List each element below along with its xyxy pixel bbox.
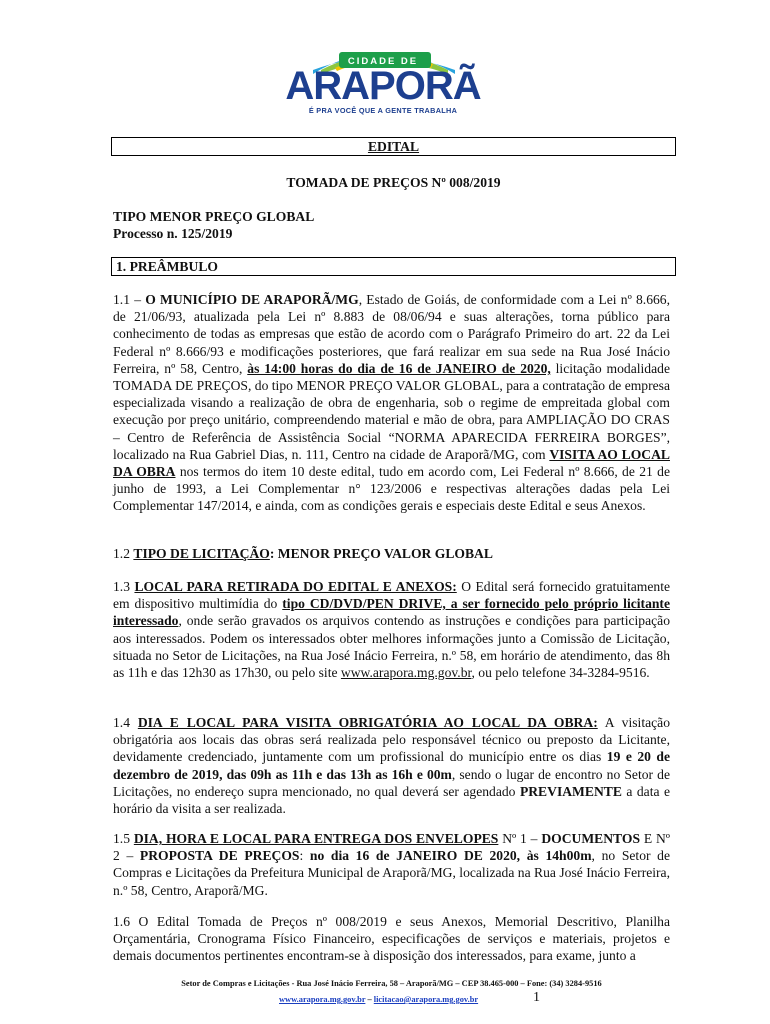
paragraph-1-3: 1.3 LOCAL PARA RETIRADA DO EDITAL E ANEXOS: O Edital será fornecido gratuitamente em dispositivo multimídia do tipo CD/DVD/PEN DRIVE, a ser fornecido pelo próprio licitante interessado, onde serão gravados os arquivos contendo as instruções e condições para participação aos interessados. Podem os interessados obter melhores informações junto a Comissão de Licitação, situada no Setor de Licitações, na Rua José Inácio Ferreira, n.º 58, em horário de atendimento, das 8h as 11h e das 12h30 as 17h30, ou pelo site www.arapora.mg.gov.br, ou pelo telefone 34-3284-9516. [113, 579, 671, 681]
entrega-date: no dia 16 de JANEIRO DE 2020, às 14h00m [309, 848, 592, 864]
preambulo-heading: 1. PREÂMBULO [111, 257, 676, 276]
paragraph-1-4: 1.4 DIA E LOCAL PARA VISITA OBRIGATÓRIA AO LOCAL DA OBRA: A visitação obrigatória aos locais das obras será realizada pelo responsável técnico ou preposto da Licitante, devidamente credenciado, juntamente com um profissional do município entre os dias 19 e 20 de dezembro de 2019, das 09h as 11h e das 13h as 16h e 00m, sendo o lugar de encontro no Setor de Licitações, no endereço supra mencionado, no qual deverá ser agendado PREVIAMENTE a data e horário da visita a ser realizada. [113, 715, 670, 817]
visita-obrigatoria-label: DIA E LOCAL PARA VISITA OBRIGATÓRIA AO LOCAL DA OBRA: [137, 715, 598, 730]
midia-tipo: tipo CD/DVD/PEN DRIVE, a ser fornecido pelo próprio licitante interessado [113, 596, 670, 629]
logo-main-text: ARAPORÃ [285, 64, 481, 108]
session-date: às 14:00 horas do dia de 16 de JANEIRO de 2020, [247, 360, 551, 376]
footer-links: www.arapora.mg.gov.br – licitacao@arapora.mg.gov.br [279, 995, 479, 1004]
footer-address: Setor de Compras e Licitações - Rua José Inácio Ferreira, 58 – Araporã/MG – CEP 38.465-000 – Fone: (34) 3284-9516 [181, 979, 602, 988]
tomada-title: TOMADA DE PREÇOS Nº 008/2019 [286, 175, 501, 190]
logo-top-text: CIDADE DE [347, 56, 419, 67]
city-logo [283, 40, 483, 118]
visita-dates: 19 e 20 de dezembro de 2019, das 09h as 11h e das 13h as 16h e 00m [113, 749, 670, 782]
edital-title: EDITAL [367, 139, 420, 154]
local-retirada-label: LOCAL PARA RETIRADA DO EDITAL E ANEXOS: [134, 579, 457, 594]
tipo-block [113, 208, 314, 242]
site-link[interactable]: www.arapora.mg.gov.br [340, 665, 472, 681]
visita-label: VISITA AO LOCAL DA OBRA [113, 446, 670, 480]
paragraph-1-2: 1.2 TIPO DE LICITAÇÃO: MENOR PREÇO VALOR GLOBAL [113, 546, 493, 561]
footer-site-link[interactable]: www.arapora.mg.gov.br [279, 995, 366, 1004]
edital-title-box [111, 137, 676, 156]
footer-email-link[interactable]: licitacao@arapora.mg.gov.br [373, 995, 479, 1004]
page-number: 1 [533, 990, 540, 1005]
processo-line: Processo n. 125/2019 [113, 226, 233, 241]
logo-slogan: É PRA VOCÊ QUE A GENTE TRABALHA [308, 106, 458, 115]
tipo-line: TIPO MENOR PREÇO GLOBAL [113, 209, 315, 224]
municipio-name: O MUNICÍPIO DE ARAPORÃ/MG [145, 292, 359, 307]
paragraph-1-1: 1.1 – O MUNICÍPIO DE ARAPORÃ/MG, Estado de Goiás, de conformidade com a Lei nº 8.666, de 21/06/93, atualizada pela Lei nº 8.883 de 08/06/94 e suas alterações, torna público para conhecimento de todas as empresas que estão de acordo com o Parágrafo Primeiro do art. 22 da Lei Federal nº 8.666/93 e modificações posteriores, que fará realizar em sua sede na Rua José Inácio Ferreira, nº 58, Centro, às 14:00 horas do dia de 16 de JANEIRO de 2020, licitação modalidade TOMADA DE PREÇOS, do tipo MENOR PREÇO VALOR GLOBAL, para a contratação de empresa especializada visando a realização de obra de engenharia, sob o regime de empreitada global com execução por preço unitário, compreendendo material e mão de obra, para AMPLIAÇÃO DO CRAS – Centro de Referência de Assistência Social “NORMA APARECIDA FERREIRA BORGES”, localizado na Rua Gabriel Dias, n. 111, Centro na cidade de Araporã/MG, com VISITA AO LOCAL DA OBRA nos termos do item 10 deste edital, tudo em acordo com, Lei Federal nº 8.666, de 21 de junho de 1993, a Lei Complementar n° 123/2006 e respectivas alterações dadas pela Lei Complementar 147/2014, e ainda, com as condições gerais e especiais deste Edital e seus Anexos. [113, 292, 670, 514]
previamente-word: PREVIAMENTE [519, 783, 622, 799]
paragraph-1-6: 1.6 O Edital Tomada de Preços nº 008/2019 e seus Anexos, Memorial Descritivo, Planilha Orçamentária, Cronograma Físico Financeiro, especificações de serviços e materiais, projetos e demais documentos pertinentes encontram-se à disposição dos interessados, para exame, junto a [113, 914, 670, 964]
paragraph-1-5: 1.5 DIA, HORA E LOCAL PARA ENTREGA DOS ENVELOPES Nº 1 – DOCUMENTOS E Nº 2 – PROPOSTA DE PREÇOS: no dia 16 de JANEIRO DE 2020, às 14h00m, no Setor de Compras e Licitações da Prefeitura Municipal de Araporã/MG, localizada na Rua José Inácio Ferreira, n.º 58, Centro, Araporã/MG. [113, 831, 671, 898]
entrega-envelopes-label: DIA, HORA E LOCAL PARA ENTREGA DOS ENVELOPES [133, 831, 499, 846]
tipo-licitacao-label: TIPO DE LICITAÇÃO [133, 546, 270, 561]
